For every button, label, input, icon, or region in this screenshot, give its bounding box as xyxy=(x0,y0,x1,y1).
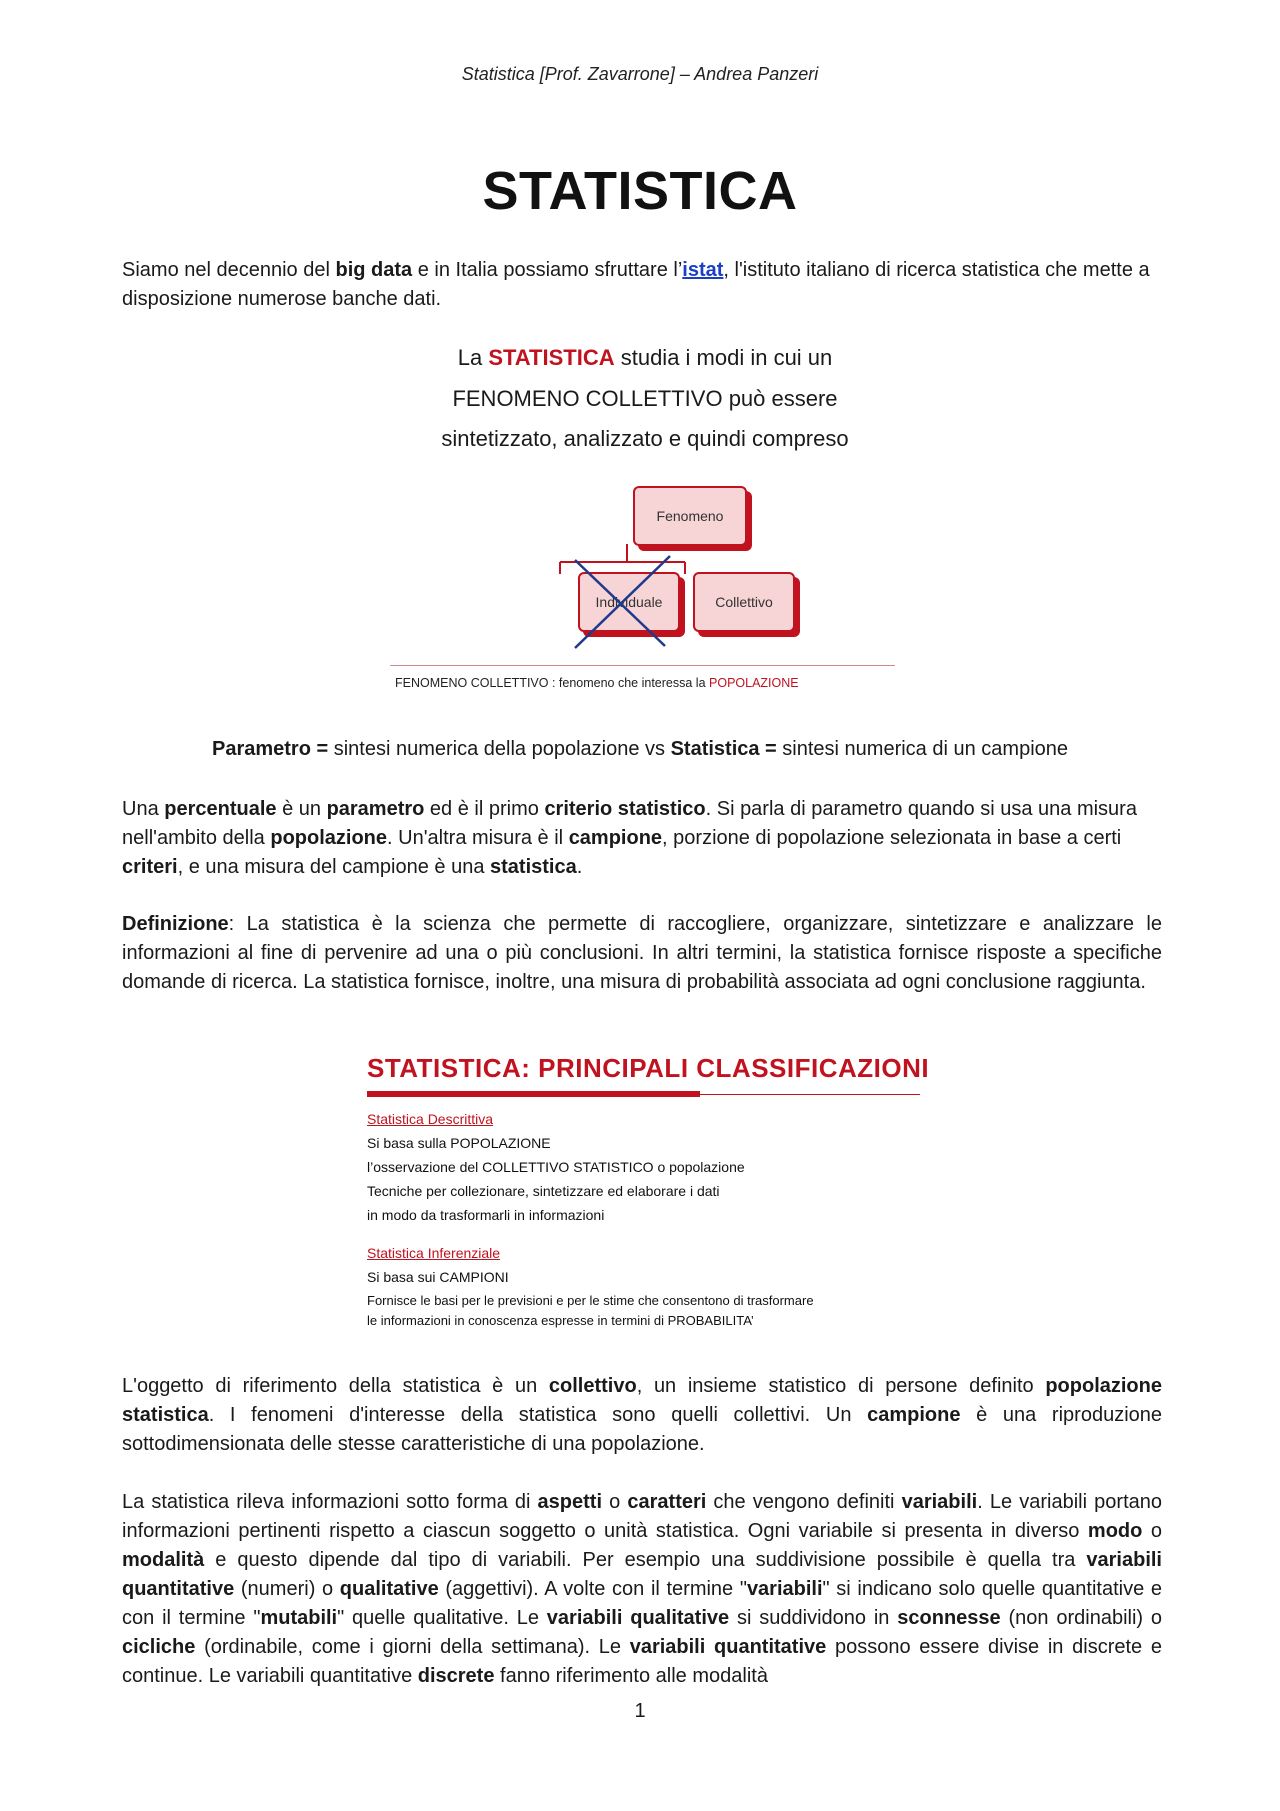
text: (aggettivi). A volte con il termine " xyxy=(438,1578,747,1600)
text: è una riproduzione sottodimensionata delle stesse caratteristiche di una popolazione. xyxy=(122,1404,1163,1455)
text: Una xyxy=(122,798,165,820)
text: e questo dipende dal tipo di variabili. Per esempio una suddivisione possibile è quella tra xyxy=(204,1549,1087,1571)
text: . I fenomeni d'interesse della statistica sono quelli collettivi. Un xyxy=(208,1404,868,1426)
bold-term: mutabili xyxy=(260,1607,338,1629)
intro-paragraph xyxy=(122,256,1162,314)
bold-term: variabili quantitative xyxy=(629,1636,827,1658)
text: è un xyxy=(276,798,327,820)
text: Siamo nel decennio del xyxy=(122,259,336,281)
bold-term: statistica xyxy=(490,856,577,878)
bold-term: variabili xyxy=(901,1491,978,1513)
bold-term: percentuale xyxy=(164,798,277,820)
bold-term: campione xyxy=(568,827,663,849)
text: " si indicano solo quelle quantitative e con il termine " xyxy=(122,1578,1162,1629)
text: , l'istituto italiano di ricerca statistica che mette a disposizione numerose banche dati. xyxy=(122,259,1150,310)
bold-term: qualitative xyxy=(339,1578,439,1600)
bold-term: modo xyxy=(1087,1520,1143,1542)
text: (numeri) o xyxy=(234,1578,340,1600)
bold-term: sconnesse xyxy=(897,1607,1001,1629)
statistica-red: STATISTICA xyxy=(488,345,615,370)
page-number: 1 xyxy=(634,1700,646,1722)
variabili-paragraph xyxy=(122,1488,1162,1691)
text: studia i modi in cui un xyxy=(614,345,833,370)
text: " quelle qualitative. Le xyxy=(337,1607,547,1629)
bold-term: big data xyxy=(335,259,413,281)
text: L'oggetto di riferimento della statistica è un xyxy=(122,1375,549,1397)
bold-term: aspetti xyxy=(537,1491,603,1513)
descrittiva-line: in modo da trasformarli in informazioni xyxy=(367,1207,605,1223)
oggetto-paragraph xyxy=(122,1372,1162,1459)
bold-term: variabili qualitative xyxy=(546,1607,730,1629)
node-fenomeno: Fenomeno xyxy=(633,486,747,546)
text: La xyxy=(457,345,489,370)
text: . xyxy=(576,856,583,878)
text: (ordinabile, come i giorni della settimana). Le xyxy=(195,1636,630,1658)
inferenziale-heading: Statistica Inferenziale xyxy=(367,1245,501,1261)
title-underline-thick xyxy=(367,1091,700,1097)
classificazioni-title: STATISTICA: PRINCIPALI CLASSIFICAZIONI xyxy=(367,1053,930,1083)
text: , porzione di popolazione selezionata in base a certi xyxy=(662,827,1122,849)
bold-term: criteri xyxy=(122,856,178,878)
node-collettivo: Collettivo xyxy=(693,572,795,632)
figure-line-3: sintetizzato, analizzato e quindi compreso xyxy=(441,426,849,451)
text: . Le variabili portano informazioni pertinenti rispetto a ciascun soggetto o unità statistica. Ogni variabile si presenta in diverso xyxy=(122,1491,1162,1542)
figure-rule xyxy=(390,665,895,666)
title-underline-thin xyxy=(700,1094,920,1095)
text: che vengono definiti xyxy=(706,1491,902,1513)
bold-term: variabili xyxy=(746,1578,823,1600)
text: . Un'altra misura è il xyxy=(387,827,569,849)
descrittiva-line: Si basa sulla POPOLAZIONE xyxy=(367,1135,551,1151)
bold-term: modalità xyxy=(122,1549,205,1571)
bold-term: collettivo xyxy=(548,1375,637,1397)
document-title: STATISTICA xyxy=(482,161,798,221)
text: : La statistica è la scienza che permette di raccogliere, organizzare, sintetizzare e analizzare le informazioni al fine di pervenire ad una o più conclusioni. In altri termini, la statistica fornisce risposte a specifiche domande di ricerca. La statistica fornisce, inoltre, una misura di probabilità associata ad ogni conclusione raggiunta. xyxy=(122,913,1162,993)
text: ed è il primo xyxy=(424,798,545,820)
text: o xyxy=(1142,1520,1162,1542)
text: si suddividono in xyxy=(729,1607,898,1629)
bold-term: discrete xyxy=(417,1665,495,1687)
parametro-line xyxy=(0,738,1280,761)
inferenziale-line: Si basa sui CAMPIONI xyxy=(367,1269,509,1285)
figure-fenomeno xyxy=(385,338,905,708)
figure-caption xyxy=(395,676,799,690)
percentuale-paragraph xyxy=(122,795,1162,882)
text: fanno riferimento alle modalità xyxy=(494,1665,768,1687)
bold-term: popolazione xyxy=(270,827,388,849)
text: possono essere divise in discrete e continue. Le variabili quantitative xyxy=(122,1636,1162,1687)
node-individuale: Individuale xyxy=(578,572,680,632)
cross-mark xyxy=(385,338,905,708)
bold-term: Statistica = xyxy=(670,738,777,760)
cross-line xyxy=(575,556,670,648)
text: La statistica rileva informazioni sotto forma di xyxy=(122,1491,538,1513)
descrittiva-line: l’osservazione del COLLETTIVO STATISTICO o popolazione xyxy=(367,1159,745,1175)
figure-classificazioni xyxy=(355,1045,935,1345)
text: sintesi numerica della popolazione vs xyxy=(328,738,671,760)
figure-line-2: FENOMENO COLLETTIVO può essere xyxy=(452,386,838,411)
descrittiva-heading: Statistica Descrittiva xyxy=(367,1111,494,1127)
bold-term: cicliche xyxy=(122,1636,196,1658)
text: o xyxy=(602,1491,628,1513)
bold-term: Parametro = xyxy=(211,738,329,760)
bold-term: popolazione statistica xyxy=(122,1375,1162,1426)
descrittiva-line: Tecniche per collezionare, sintetizzare ed elaborare i dati xyxy=(367,1183,720,1199)
text: (non ordinabili) o xyxy=(1000,1607,1163,1629)
bold-term: caratteri xyxy=(627,1491,707,1513)
text: , e una misura del campione è una xyxy=(177,856,491,878)
popolazione-red: POPOLAZIONE xyxy=(709,676,799,690)
text: e in Italia possiamo sfruttare l’ xyxy=(412,259,683,281)
inferenziale-line: Fornisce le basi per le previsioni e per le stime che consentono di trasformare xyxy=(367,1293,814,1308)
text: sintesi numerica di un campione xyxy=(776,738,1069,760)
bold-term: Definizione xyxy=(122,913,229,935)
definizione-paragraph xyxy=(122,910,1162,997)
running-header: Statistica [Prof. Zavarrone] – Andrea Panzeri xyxy=(461,64,819,84)
bold-term: criterio statistico xyxy=(544,798,706,820)
text: , un insieme statistico di persone definito xyxy=(636,1375,1046,1397)
bold-term: campione xyxy=(867,1404,961,1426)
istat-link[interactable]: istat xyxy=(682,259,724,281)
text: . Si parla di parametro quando si usa una misura nell'ambito della xyxy=(122,798,1137,849)
inferenziale-line: le informazioni in conoscenza espresse in termini di PROBABILITA’ xyxy=(367,1313,754,1328)
text: FENOMENO COLLETTIVO : fenomeno che interessa la xyxy=(395,676,710,690)
bold-term: parametro xyxy=(326,798,425,820)
bold-term: variabili quantitative xyxy=(122,1549,1162,1600)
